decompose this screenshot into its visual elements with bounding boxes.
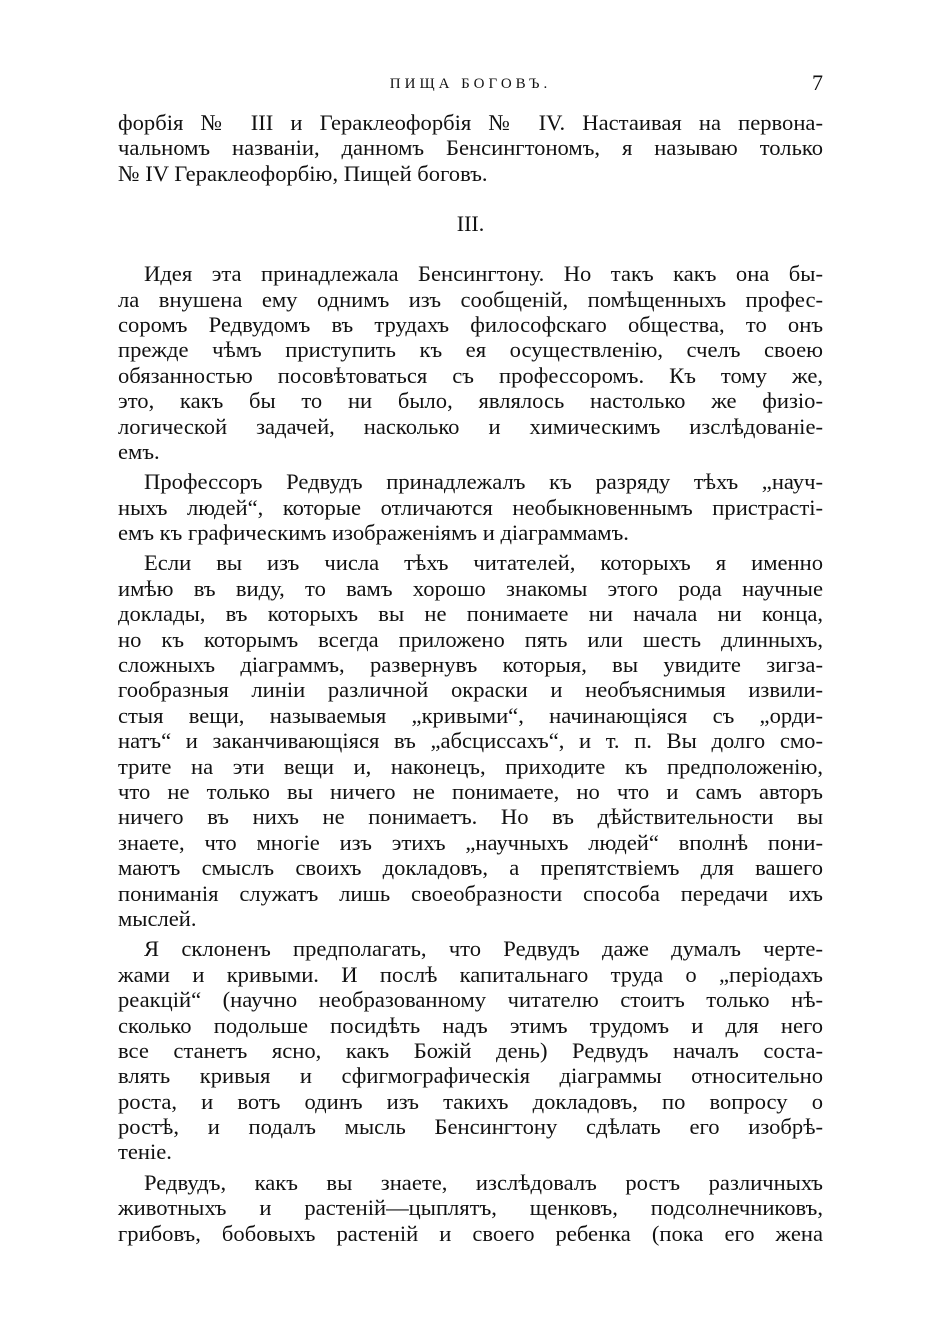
text-line: Профессоръ Редвудъ принадлежалъ къ разряду тѣхъ „науч-: [144, 469, 823, 495]
text-line: ростѣ, и подалъ мысль Бенсингтону сдѣлать его изобрѣ-: [118, 1114, 823, 1140]
text-line: обязанностью посовѣтоваться съ профессоромъ. Къ тому же,: [118, 362, 823, 388]
text-line: стыя вещи, называемыя „кривыми“, начинающіяся съ „орди-: [118, 702, 823, 728]
intro-paragraph: [118, 110, 823, 186]
paragraph-1: [118, 261, 823, 464]
paragraph-2: [118, 469, 823, 545]
paragraph-5: [118, 1170, 823, 1246]
text-line: емъ къ графическимъ изображеніямъ и діаграммамъ.: [118, 520, 629, 546]
text-line: ла внушена ему однимъ изъ сообщеній, помѣщенныхъ профес-: [118, 286, 823, 312]
page-number: 7: [812, 70, 823, 95]
text-line: логической задачей, насколько и химическимъ изслѣдованіе-: [118, 413, 823, 439]
text-line: ныхъ людей“, которые отличаются необыкновеннымъ пристрасті-: [118, 494, 823, 520]
text-line: имѣю въ виду, то вамъ хорошо знакомы этого рода научные: [118, 575, 823, 601]
text-line: ничего въ нихъ не понимаетъ. Но въ дѣйствительности вы: [118, 804, 823, 830]
text-line: Если вы изъ числа тѣхъ читателей, которыхъ я именно: [144, 550, 823, 576]
text-line: это, какъ бы то ни было, являлось настолько же физіо-: [118, 388, 823, 414]
text-line: форбія № III и Гераклеофорбія № IV. Настаивая на первона-: [118, 110, 823, 135]
text-line: доклады, въ которыхъ вы не понимаете ни начала ни конца,: [118, 601, 823, 627]
text-line: но къ которымъ всегда приложено пять или шесть длинныхъ,: [118, 626, 823, 652]
text-line: все станетъ ясно, какъ Божій день) Редвудъ началъ соста-: [118, 1037, 823, 1063]
text-line: животныхъ и растеній—цыплятъ, щенковъ, подсолнечниковъ,: [118, 1195, 823, 1221]
text-line: теніе.: [118, 1139, 172, 1165]
text-line: что не только вы ничего не понимаете, но что и самъ авторъ: [118, 778, 823, 804]
text-line: соромъ Редвудомъ въ трудахъ философскаго общества, то онъ: [118, 311, 823, 337]
text-line: грибовъ, бобовыхъ растеній и своего ребенка (пока его жена: [118, 1220, 823, 1246]
page-body: [118, 110, 823, 1251]
text-line: влять кривыя и сфигмографическія діаграммы относительно: [118, 1063, 823, 1089]
text-line: сложныхъ діаграммъ, развернувъ которыя, вы увидите зигза-: [118, 652, 823, 678]
text-line: жами и кривыми. И послѣ капитальнаго труда о „періодахъ: [118, 961, 823, 987]
text-line: сколько подольше посидѣть надъ этимъ трудомъ и для него: [118, 1012, 823, 1038]
text-line: натъ“ и заканчивающіяся въ „абсциссахъ“, и т. п. Вы долго смо-: [118, 728, 823, 754]
text-line: Идея эта принадлежала Бенсингтону. Но такъ какъ она бы-: [144, 261, 823, 287]
text-line: реакцій“ (научно необразованному читателю стоитъ только нѣ-: [118, 987, 823, 1013]
text-line: роста, и вотъ одинъ изъ такихъ докладовъ, по вопросу о: [118, 1088, 823, 1114]
running-title: ПИЩА БОГОВЪ.: [389, 76, 552, 92]
paragraph-3: [118, 550, 823, 931]
text-line: Я склоненъ предполагать, что Редвудъ даже думалъ черте-: [144, 936, 823, 962]
text-line: Редвудъ, какъ вы знаете, изслѣдовалъ ростъ различныхъ: [144, 1169, 823, 1195]
text-line: трите на эти вещи и, наконецъ, приходите къ предположенію,: [118, 753, 823, 779]
text-line: маютъ смыслъ своихъ докладовъ, а препятствіемъ для вашего: [118, 855, 823, 881]
paragraph-4: [118, 936, 823, 1165]
running-header: [118, 70, 823, 100]
section-heading: III.: [456, 211, 485, 237]
text-line: знаете, что многіе изъ этихъ „научныхъ людей“ вполнѣ пони-: [118, 829, 823, 855]
text-line: гообразныя линіи различной окраски и необъяснимыя извили-: [118, 677, 823, 703]
text-line: чальномъ названіи, данномъ Бенсингтономъ, я называю только: [118, 135, 823, 161]
text-line: прежде чѣмъ приступить къ ея осуществленію, счелъ своею: [118, 337, 823, 363]
text-line: пониманія служатъ лишь своеобразности способа передачи ихъ: [118, 880, 823, 906]
text-line: емъ.: [118, 438, 160, 464]
text-line: мыслей.: [118, 905, 197, 931]
text-line: № IV Гераклеофорбію, Пищей боговъ.: [118, 160, 488, 186]
